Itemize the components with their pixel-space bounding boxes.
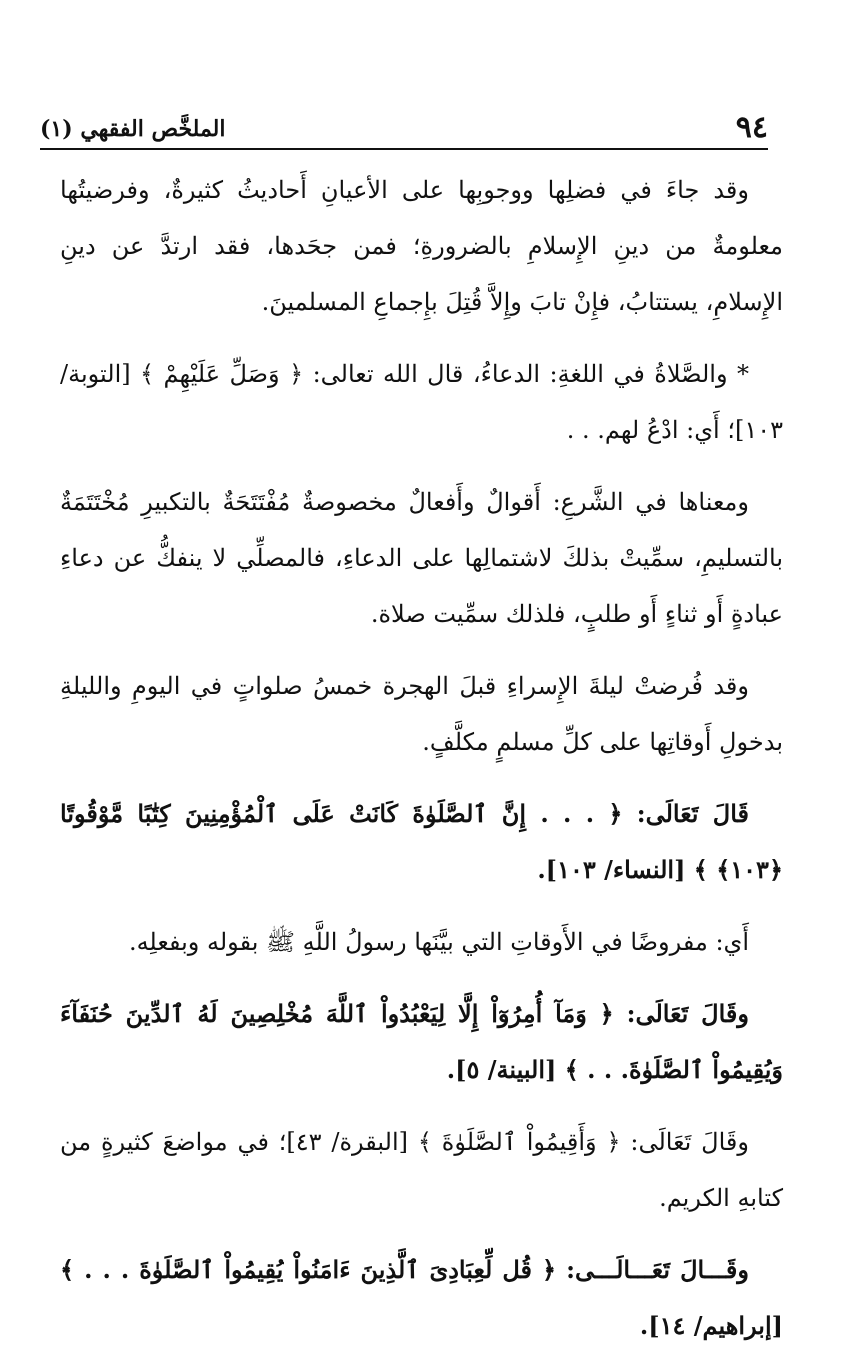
page-header	[40, 108, 768, 150]
paragraph-isra-night: وقد فُرضتْ ليلةَ الإِسراءِ قبلَ الهجرة خمسُ صلواتٍ في اليومِ والليلةِ بدخولِ أَوقاتِها على كلِّ مسلمٍ مكلَّفٍ.	[60, 672, 783, 756]
verse-al-bayyinah: وقَالَ تَعَالَى: ﴿ وَمَآ أُمِرُوٓاْ إِلَّا لِيَعْبُدُواْ ٱللَّهَ مُخْلِصِينَ لَهُ ٱلدِّينَ حُنَفَآءَ وَيُقِيمُواْ ٱلصَّلَوٰةَ. . . ﴾ [البينة/ ٥].	[60, 999, 783, 1084]
verse-al-baqarah: وقَالَ تَعَالَى: ﴿ وَأَقِيمُواْ ٱلصَّلَوٰةَ ﴾ [البقرة/ ٤٣]؛ في مواضعَ كثيرةٍ من كتابهِ الكريم.	[60, 1128, 783, 1212]
page-number: ٩٤	[735, 110, 768, 145]
paragraph-explanation: أَي: مفروضًا في الأَوقاتِ التي بيَّنَها رسولُ اللَّهِ ﷺ بقوله وبفعلِه.	[128, 928, 749, 956]
running-title: الملخَّص الفقهي (١)	[40, 116, 226, 142]
paragraph-linguistic-meaning: * والصَّلاةُ في اللغةِ: الدعاءُ، قال الله تعالى: ﴿ وَصَلِّ عَلَيْهِمْ ﴾ [التوبة/ ١٠٣]؛ أَي: ادْعُ لهم. . .	[60, 360, 783, 444]
verse-ibrahim: وقَـــالَ تَعَـــالَـــى: ﴿ قُل لِّعِبَادِىَ ٱلَّذِينَ ءَامَنُواْ يُقِيمُواْ ٱلصَّلَوٰةَ . . . ﴾ [إبراهيم/ ١٤].	[60, 1255, 783, 1340]
paragraph-obligation: وقد جاءَ في فضلِها ووجوبِها على الأعيانِ أَحاديثُ كثيرةٌ، وفرضيتُها معلومةٌ من دينِ الإِسلامِ بالضرورةِ؛ فمن جحَدها، فقد ارتدَّ عن دينِ الإِسلامِ، يستتابُ، فإِنْ تابَ وإِلاَّ قُتِلَ بإِجماعِ المسلمينَ.	[60, 176, 783, 316]
paragraph-legal-meaning: ومعناها في الشَّرعِ: أَقوالٌ وأَفعالٌ مخصوصةٌ مُفْتَتَحَةٌ بالتكبيرِ مُخْتَتَمَةٌ بالتسليمِ، سمِّيتْ بذلكَ لاشتمالِها على الدعاءِ، فالمصلِّي لا ينفكُّ عن دعاءِ عبادةٍ أَو ثناءٍ أَو طلبٍ، فلذلك سمِّيت صلاة.	[60, 488, 783, 628]
page-body	[60, 162, 783, 1370]
verse-an-nisa: قَالَ تَعَالَى: ﴿ . . . إِنَّ ٱلصَّلَوٰةَ كَانَتْ عَلَى ٱلْمُؤْمِنِينَ كِتَٰبًا مَّوْقُوتًا ﴿١٠٣﴾ ﴾ [النساء/ ١٠٣].	[60, 799, 783, 884]
